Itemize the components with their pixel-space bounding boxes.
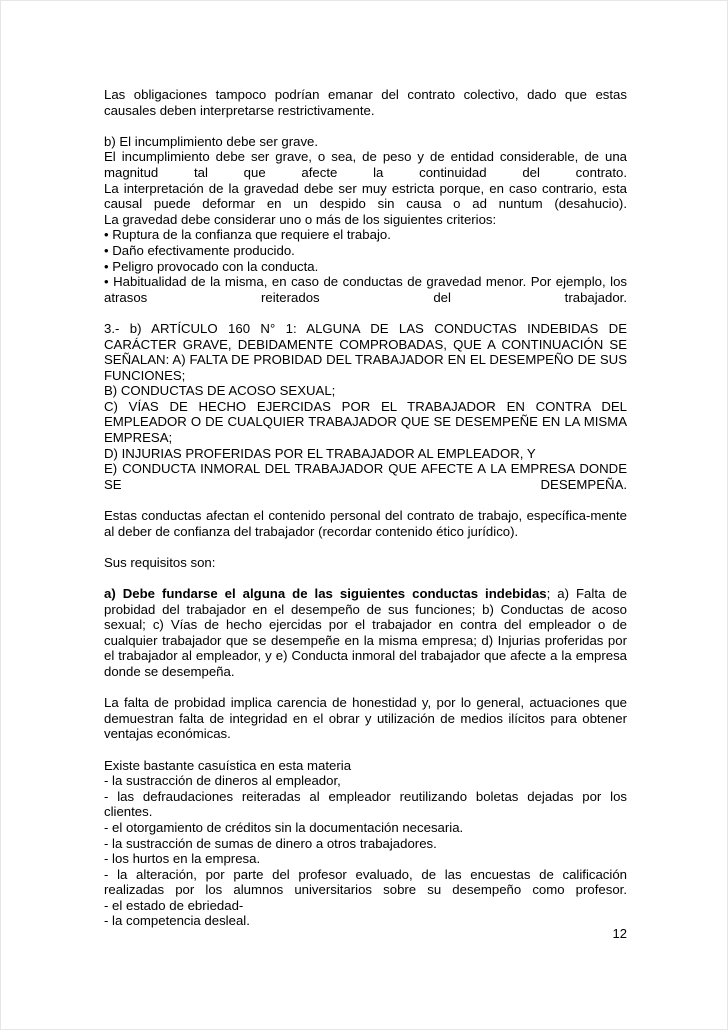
section-casuistica — [104, 758, 627, 930]
list-item-otorgamiento-creditos: - el otorgamiento de créditos sin la documentación necesaria. — [104, 819, 464, 835]
paragraph-requisitos — [104, 586, 627, 680]
article-item-e: E) CONDUCTA INMORAL DEL TRABAJADOR QUE AFECTE A LA EMPRESA DONDE SE DESEMPEÑA. — [104, 461, 627, 492]
list-item-sustraccion-sumas: - la sustracción de sumas de dinero a otros trabajadores. — [104, 835, 437, 851]
requisitos-text: ; a) Falta de probidad del trabajador en el desempeño de sus funciones; b) Conductas de acoso sexual; c) Vías de hecho ejercidas por el trabajador en contra del empleador o de cualquier trabajador que se desempeñe en la misma empresa; d) Injurias proferidas por el trabajador al empleador, y e) Conducta inmoral del trabajador que afecte a la empresa donde se desempeña. — [104, 586, 627, 679]
article-item-b: B) CONDUCTAS DE ACOSO SEXUAL; — [104, 383, 336, 399]
text-gravedad: El incumplimiento debe ser grave, o sea, de peso y de entidad considerable, de una magnitud tal que afecte la continuidad del contrato. — [104, 149, 627, 180]
list-item-defraudaciones: - las defraudaciones reiteradas al empleador reutilizando boletas dejadas por los clientes. — [104, 788, 627, 820]
text-interpretacion: La interpretación de la gravedad debe ser muy estricta porque, en caso contrario, esta causal puede deformar en un despido sin causa o ad nuntum (desahucio). — [104, 180, 627, 212]
section-articulo-160 — [104, 321, 627, 493]
article-heading: 3.- b) ARTÍCULO 160 N° 1: ALGUNA DE LAS CONDUCTAS INDEBIDAS DE CARÁCTER GRAVE, DEBIDAMENTE COMPROBADAS, QUE A CONTINUACIÓN SE SEÑALAN: A) FALTA DE PROBIDAD DEL TRABAJADOR EN EL DESEMPEÑO DE SUS FUNCIONES; — [104, 320, 627, 383]
article-item-c: C) VÍAS DE HECHO EJERCIDAS POR EL TRABAJADOR EN CONTRA DEL EMPLEADOR O DE CUALQUIER TRABAJADOR QUE SE DESEMPEÑE EN LA MISMA EMPRESA; — [104, 398, 627, 446]
article-item-d: D) INJURIAS PROFERIDAS POR EL TRABAJADOR AL EMPLEADOR, Y — [104, 445, 536, 461]
list-item-alteracion-encuestas: - la alteración, por parte del profesor evaluado, de las encuestas de calificación realizadas por los alumnos universitarios sobre su desempeño como profesor. — [104, 866, 627, 898]
requisitos-bold-lead: a) Debe fundarse el alguna de las siguientes conductas indebidas — [104, 586, 547, 601]
list-item-ebriedad: - el estado de ebriedad- — [104, 897, 244, 913]
casuistica-intro: Existe bastante casuística en esta materia — [104, 757, 352, 773]
paragraph-requisitos-intro: Sus requisitos son: — [104, 554, 216, 570]
paragraph-probidad: La falta de probidad implica carencia de honestidad y, por lo general, actuaciones que demuestran falta de integridad en el obrar y utilización de medios ilícitos para obtener ventajas económicas. — [104, 695, 627, 742]
page-number: 12 — [612, 926, 627, 941]
heading-incumplimiento: b) El incumplimiento debe ser grave. — [104, 133, 319, 149]
document-body — [104, 87, 627, 945]
bullet-dano: • Daño efectivamente producido. — [104, 242, 295, 258]
text-criterios: La gravedad debe considerar uno o más de los siguientes criterios: — [104, 211, 497, 227]
paragraph-obligaciones: Las obligaciones tampoco podrían emanar del contrato colectivo, dado que estas causales deben interpretarse restrictivamente. — [104, 87, 627, 118]
bullet-ruptura: • Ruptura de la confianza que requiere el trabajo. — [104, 227, 391, 243]
bullet-peligro: • Peligro provocado con la conducta. — [104, 258, 319, 274]
bullet-habitualidad: • Habitualidad de la misma, en caso de conductas de gravedad menor. Por ejemplo, los atrasos reiterados del trabajador. — [104, 274, 627, 305]
paragraph-conductas: Estas conductas afectan el contenido personal del contrato de trabajo, específica-mente al deber de confianza del trabajador (recordar contenido ético jurídico). — [104, 508, 627, 539]
list-item-competencia-desleal: - la competencia desleal. — [104, 913, 250, 929]
list-item-hurtos: - los hurtos en la empresa. — [104, 851, 261, 867]
list-item-sustraccion-dineros: - la sustracción de dineros al empleador, — [104, 773, 341, 789]
section-incumplimiento-grave — [104, 134, 627, 306]
